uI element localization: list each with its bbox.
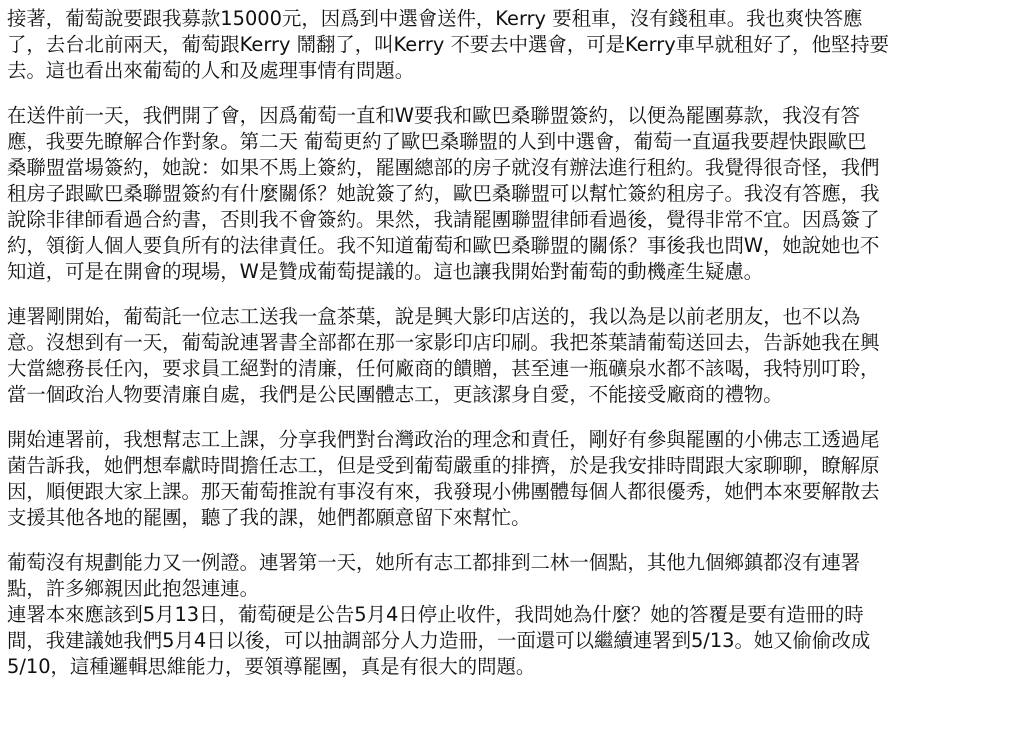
text-line: 菌告訴我，她們想奉獻時間擔任志工，但是受到葡萄嚴重的排擠，於是我安排時間跟大家聊聊，瞭解原 bbox=[7, 454, 880, 477]
text-line: 說除非律師看過合約書，否則我不會簽約。果然，我請罷團聯盟律師看過後，覺得非常不宜。因爲簽了 bbox=[7, 208, 880, 231]
text-line: 知道，可是在開會的現場，W是贊成葡萄提議的。這也讓我開始對葡萄的動機產生疑慮。 bbox=[7, 260, 764, 283]
paragraph-3 bbox=[7, 304, 1019, 408]
text-line: 因，順便跟大家上課。那天葡萄推說有事沒有來，我發現小佛團體每個人都很優秀，她們本來要解散去 bbox=[7, 480, 880, 503]
text-line: 連署本來應該到5月13日，葡萄硬是公告5月4日停止收件，我問她為什麼？她的答覆是要有造冊的時 bbox=[7, 603, 864, 626]
text-line: 約，領銜人個人要負所有的法律責任。我不知道葡萄和歐巴桑聯盟的關係？事後我也問W，她說她也不 bbox=[7, 234, 880, 257]
text-line: 當一個政治人物要清廉自處，我們是公民團體志工，更該潔身自愛，不能接受廠商的禮物。 bbox=[7, 383, 783, 406]
paragraph-2 bbox=[7, 103, 1019, 285]
text-line: 開始連署前，我想幫志工上課，分享我們對台灣政治的理念和責任，剛好有參與罷團的小佛志工透過尾 bbox=[7, 428, 880, 451]
text-line: 點，許多鄉親因此抱怨連連。 bbox=[7, 577, 260, 600]
text-line: 連署剛開始，葡萄託一位志工送我一盒茶葉，說是興大影印店送的，我以為是以前老朋友，也不以為 bbox=[7, 305, 861, 328]
paragraph-1 bbox=[7, 6, 1019, 84]
text-line: 間，我建議她我們5月4日以後，可以抽調部分人力造冊，一面還可以繼續連署到5/13。她又偷偷改成 bbox=[7, 629, 871, 652]
text-line: 意。沒想到有一天，葡萄說連署書全部都在那一家影印店印刷。我把茶葉請葡萄送回去，告訴她我在興 bbox=[7, 331, 880, 354]
text-line: 應，我要先瞭解合作對象。第二天 葡萄更約了歐巴桑聯盟的人到中選會，葡萄一直逼我要趕快跟歐巴 bbox=[7, 130, 867, 153]
text-line: 在送件前一天，我們開了會，因爲葡萄一直和W要我和歐巴桑聯盟簽約，以便為罷團募款，我沒有答 bbox=[7, 104, 860, 127]
text-line: 去。這也看出來葡萄的人和及處理事情有問題。 bbox=[7, 59, 415, 82]
paragraph-5 bbox=[7, 550, 1019, 680]
document-body bbox=[7, 6, 1019, 699]
text-line: 大當總務長任內，要求員工絕對的清廉，任何廠商的饋贈，甚至連一瓶礦泉水都不該喝，我特別叮聆， bbox=[7, 357, 880, 380]
text-line: 租房子跟歐巴桑聯盟簽約有什麼關係？她說簽了約，歐巴桑聯盟可以幫忙簽約租房子。我沒有答應，我 bbox=[7, 182, 880, 205]
text-line: 葡萄沒有規劃能力又一例證。連署第一天，她所有志工都排到二林一個點，其他九個鄉鎮都沒有連署 bbox=[7, 551, 861, 574]
text-line: 支援其他各地的罷團，聽了我的課，她們都願意留下來幫忙。 bbox=[7, 506, 531, 529]
paragraph-4 bbox=[7, 427, 1019, 531]
text-line: 桑聯盟當場簽約，她說：如果不馬上簽約，罷團總部的房子就沒有辦法進行租約。我覺得很奇怪，我們 bbox=[7, 156, 880, 179]
text-line: 5/10，這種邏輯思維能力，要領導罷團，真是有很大的問題。 bbox=[7, 655, 536, 678]
text-line: 接著，葡萄說要跟我募款15000元，因爲到中選會送件，Kerry 要租車，沒有錢租車。我也爽快答應 bbox=[7, 7, 863, 30]
text-line: 了，去台北前兩天，葡萄跟Kerry 鬧翻了，叫Kerry 不要去中選會，可是Kerry車早就租好了，他堅持要 bbox=[7, 33, 890, 56]
